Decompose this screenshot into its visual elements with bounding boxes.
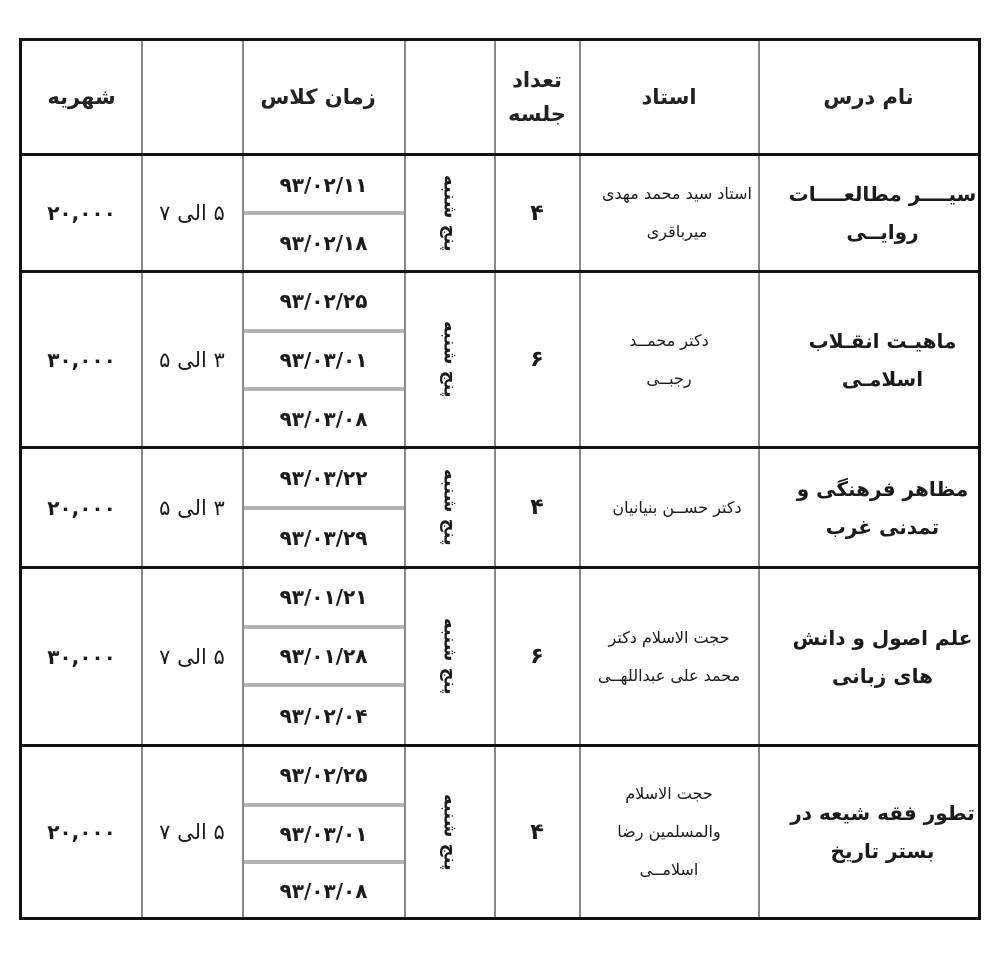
weekday: پنج شنبه [439,618,461,695]
class-hours: ۳ الی ۵ [159,495,225,520]
class-date: ۹۳/۰۳/۰۸ [279,406,368,431]
tuition-fee: ۲۰,۰۰۰ [47,495,116,520]
class-hours: ۵ الی ۷ [159,201,225,225]
session-count: ۴ [530,495,544,520]
header-teacher: استاد [641,85,697,109]
tuition-fee: ۳۰,۰۰۰ [47,347,116,372]
class-date: ۹۳/۰۲/۲۵ [279,289,368,313]
course-name: مظاهر فرهنگی و تمدنی غرب [796,476,969,539]
class-hours: ۳ الی ۵ [159,347,225,372]
course-schedule-table [19,38,981,920]
session-count: ۶ [530,347,544,372]
weekday: پنج شنبه [439,174,461,252]
teacher-name: استاد سید محمد مهدی میرباقری [602,184,752,241]
tuition-fee: ۲۰,۰۰۰ [47,820,116,844]
session-count: ۶ [530,644,544,669]
header-class-time: زمان کلاس [260,85,376,109]
class-date: ۹۳/۰۲/۲۵ [279,763,368,787]
teacher-name: دکتر حســن بنیانیان [612,497,742,517]
session-count: ۴ [530,200,544,226]
class-date: ۹۳/۰۳/۰۸ [279,878,368,903]
class-date: ۹۳/۰۳/۰۱ [279,821,368,846]
session-count: ۴ [530,819,544,845]
header-sessions-line1: تعداد [512,68,562,92]
class-date: ۹۳/۰۲/۱۱ [279,172,368,197]
tuition-fee: ۳۰,۰۰۰ [47,644,116,669]
class-date: ۹۳/۰۱/۲۸ [279,644,368,668]
tuition-fee: ۲۰,۰۰۰ [47,201,116,225]
class-date: ۹۳/۰۳/۲۹ [279,526,368,550]
class-date: ۹۳/۰۳/۰۱ [279,348,368,372]
header-sessions [495,41,579,153]
course-name: ماهیـت انقـلاب اسلامـی [808,328,957,391]
header-sessions-line2: جلسه [508,102,566,126]
class-date: ۹۳/۰۲/۱۸ [279,230,368,255]
course-name: علم اصول و دانش های زبانی [792,625,973,688]
class-date: ۹۳/۰۲/۰۴ [279,703,368,728]
course-name: سیــــر مطالعــــات روایــی [788,182,977,244]
teacher-name: دکتر محمــد رجبــی [629,330,709,388]
teacher-name: حجت الاسلام دکتر محمد علی عبداللهــی [597,627,741,685]
course-name: تطور فقه شیعه در بستر تاریخ [790,801,975,863]
weekday: پنج شنبه [439,321,461,398]
teacher-name: حجت الاسلام والمسلمین رضا اسلامــی [617,784,721,879]
header-fee: شهریه [47,85,116,109]
weekday: پنج شنبه [439,793,461,871]
weekday: پنج شنبه [439,469,461,546]
class-hours: ۵ الی ۷ [159,644,225,669]
header-course: نام درس [823,85,914,109]
class-date: ۹۳/۰۳/۲۲ [279,465,368,490]
class-hours: ۵ الی ۷ [159,820,225,844]
class-date: ۹۳/۰۱/۲۱ [279,585,368,609]
